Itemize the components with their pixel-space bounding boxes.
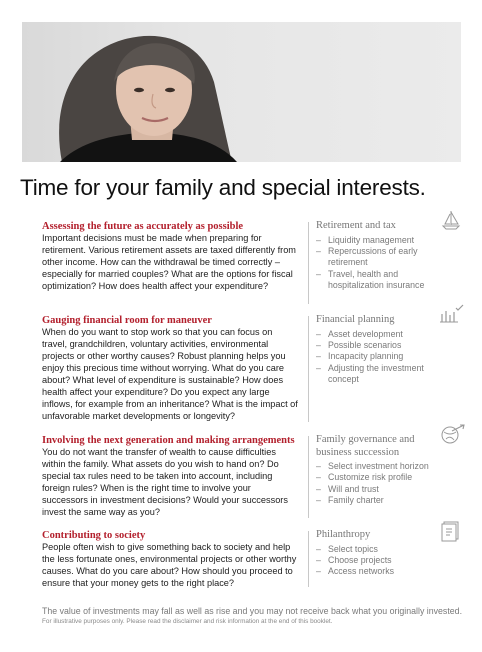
section-body: Important decisions must be made when preparing for retirement. Various retirement assets are taxed differently from other income. How can the withdrawal be timed correctly – especially for married couples? What are the options for fiscal optimization? How does health affect your expenditure? <box>42 233 296 291</box>
divider <box>308 316 309 422</box>
section-financial-room <box>42 314 298 423</box>
section-heading: Assessing the future as accurately as possible <box>42 221 244 232</box>
portrait-photo <box>22 22 461 162</box>
side-item: – Family charter <box>316 495 451 506</box>
document-icon <box>440 520 462 542</box>
section-body: People often wish to give something back to society and help the less fortunate ones, environmental projects or other worthy causes. What do you care about? How should you proceed to ensure that your money gets to the right place? <box>42 542 297 588</box>
section-body: You do not want the transfer of wealth to cause difficulties within the family. What assets do you wish to hand on? Do special tax rules need to be taken into account, including foreign rules? When is the right time to involve your successors in investment decisions? Would your successors invest the same way as you? <box>42 447 288 517</box>
side-panel-family-governance <box>316 434 451 507</box>
bar-chart-check-icon <box>438 304 464 324</box>
side-item: – Select investment horizon <box>316 461 451 472</box>
section-heading: Contributing to society <box>42 530 146 541</box>
section-next-generation <box>42 434 298 519</box>
side-item: – Select topics <box>316 544 451 555</box>
side-heading: Retirement and tax <box>316 220 396 231</box>
side-panel-financial-planning <box>316 314 451 386</box>
side-item: – Repercussions of early retirement <box>316 246 451 269</box>
divider <box>308 531 309 587</box>
side-item: – Asset development <box>316 329 451 340</box>
portrait-illustration <box>22 22 461 162</box>
side-heading: Philanthropy <box>316 529 371 540</box>
side-item: – Customize risk profile <box>316 472 451 483</box>
section-heading: Gauging financial room for maneuver <box>42 315 212 326</box>
section-retirement <box>42 220 298 293</box>
side-item: – Liquidity management <box>316 235 451 246</box>
side-panel-philanthropy <box>316 529 451 578</box>
side-heading: Family governance and business succession <box>316 434 415 458</box>
section-body: When do you want to stop work so that you can focus on travel, grandchildren, voluntary activities, environmental projects or other worthy causes? Robust planning helps you enjoy this precious time without worrying. What do you care about? What level of expenditure is sustainable? How does health affect your expenditure? Do you expect any large inflows, for example from an inheritance? What is the impact of unfavorable market developments or longevity? <box>42 327 298 421</box>
side-item: – Travel, health and hospitalization insurance <box>316 269 451 292</box>
side-item: – Adjusting the investment concept <box>316 363 451 386</box>
section-heading: Involving the next generation and making arrangements <box>42 435 295 446</box>
side-item: – Possible scenarios <box>316 340 451 351</box>
side-item: – Choose projects <box>316 555 451 566</box>
side-item: – Incapacity planning <box>316 351 451 362</box>
side-heading: Financial planning <box>316 314 395 325</box>
side-item: – Will and trust <box>316 484 451 495</box>
side-panel-retirement <box>316 220 451 292</box>
side-item: – Access networks <box>316 566 451 577</box>
divider <box>308 222 309 304</box>
section-society <box>42 529 298 590</box>
sailboat-icon <box>440 209 462 231</box>
footer-note: For illustrative purposes only. Please read the disclaimer and risk information at the end of this booklet. <box>42 618 333 625</box>
divider <box>308 436 309 518</box>
globe-arrow-icon <box>440 423 466 445</box>
disclaimer: The value of investments may fall as well as rise and you may not receive back what you originally invested. <box>42 606 463 616</box>
page-title: Time for your family and special interests. <box>20 175 426 200</box>
